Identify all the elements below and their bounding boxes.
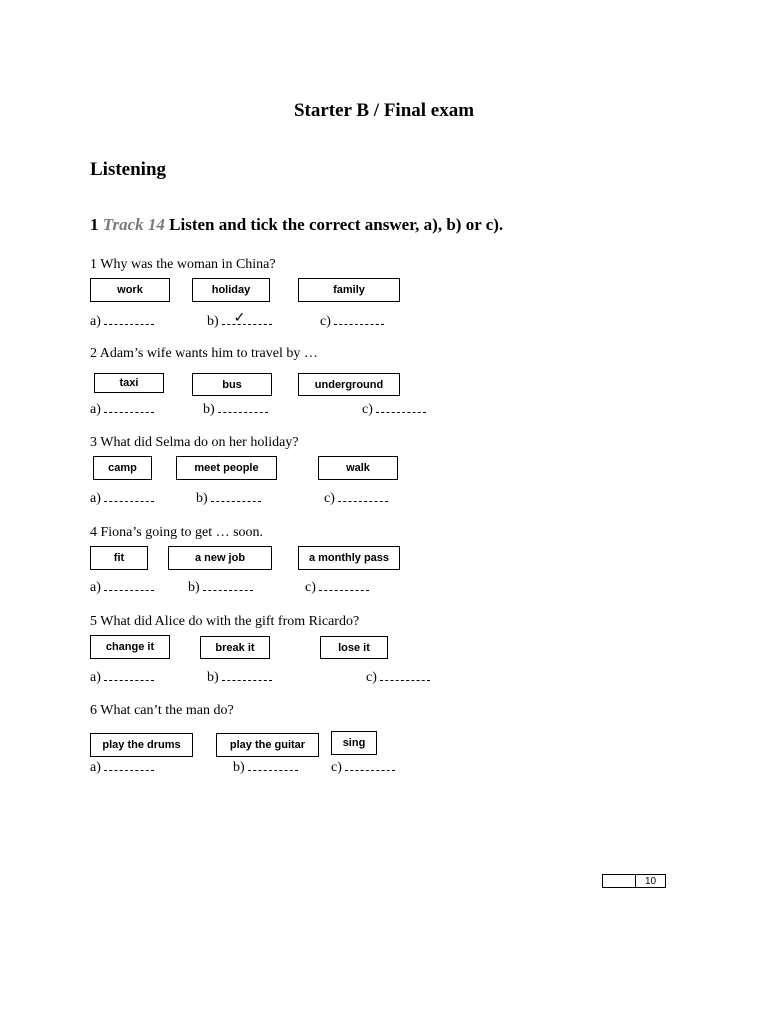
answer-label: a)	[90, 670, 101, 685]
answer-blank[interactable]	[222, 312, 272, 325]
answer-blank[interactable]	[319, 578, 369, 591]
answer-label: b)	[233, 760, 245, 775]
answer-label: a)	[90, 760, 101, 775]
answer-label: a)	[90, 314, 101, 329]
section-heading: Listening	[90, 159, 167, 180]
answer-blank[interactable]	[376, 400, 426, 413]
answer-label: c)	[366, 670, 377, 685]
answer-label: c)	[331, 760, 342, 775]
q3-answer-a[interactable]	[90, 489, 154, 507]
answer-label: a)	[90, 580, 101, 595]
answer-label: b)	[196, 491, 208, 506]
q6-answer-b[interactable]	[233, 758, 298, 776]
track-label: Track 14	[102, 215, 165, 234]
q6-answer-c[interactable]	[331, 758, 395, 776]
q2-answer-c[interactable]	[362, 400, 426, 418]
q4-answer-a[interactable]	[90, 578, 154, 596]
answer-blank[interactable]	[104, 668, 154, 681]
answer-blank[interactable]	[338, 489, 388, 502]
answer-blank[interactable]	[248, 758, 298, 771]
answer-blank[interactable]	[380, 668, 430, 681]
q1-option-c: family	[298, 278, 400, 302]
q4-option-b: a new job	[168, 546, 272, 570]
q6-option-c: sing	[331, 731, 377, 755]
q6-option-a: play the drums	[90, 733, 193, 757]
answer-blank[interactable]	[211, 489, 261, 502]
answer-blank[interactable]	[104, 312, 154, 325]
q6-option-b: play the guitar	[216, 733, 319, 757]
q1-option-b: holiday	[192, 278, 270, 302]
question-5: 5 What did Alice do with the gift from Ricardo?	[90, 614, 360, 629]
answer-blank[interactable]	[345, 758, 395, 771]
answer-blank[interactable]	[104, 400, 154, 413]
q5-answer-b[interactable]	[207, 668, 272, 686]
q5-option-c: lose it	[320, 636, 388, 659]
exercise-number: 1	[90, 215, 99, 234]
instruction-text: Listen and tick the correct answer, a), b) or c).	[169, 215, 504, 234]
q5-option-a: change it	[90, 635, 170, 659]
q5-answer-c[interactable]	[366, 668, 430, 686]
q1-answer-a[interactable]	[90, 312, 154, 330]
answer-blank[interactable]	[104, 758, 154, 771]
answer-blank[interactable]	[104, 489, 154, 502]
q3-answer-c[interactable]	[324, 489, 388, 507]
q3-option-a: camp	[93, 456, 152, 480]
question-3: 3 What did Selma do on her holiday?	[90, 435, 299, 450]
answer-label: b)	[207, 670, 219, 685]
q6-answer-a[interactable]	[90, 758, 154, 776]
exercise-instruction	[90, 215, 503, 235]
answer-label: c)	[305, 580, 316, 595]
answer-label: c)	[324, 491, 335, 506]
q5-answer-a[interactable]	[90, 668, 154, 686]
q1-answer-c[interactable]	[320, 312, 384, 330]
q2-option-c: underground	[298, 373, 400, 396]
score-box	[602, 874, 666, 888]
question-1: 1 Why was the woman in China?	[90, 257, 276, 272]
question-6: 6 What can’t the man do?	[90, 703, 234, 718]
score-input[interactable]	[603, 875, 636, 887]
answer-blank[interactable]	[334, 312, 384, 325]
question-2: 2 Adam’s wife wants him to travel by …	[90, 346, 318, 361]
q2-option-a: taxi	[94, 373, 164, 393]
answer-blank[interactable]	[218, 400, 268, 413]
q3-option-c: walk	[318, 456, 398, 480]
answer-blank[interactable]	[104, 578, 154, 591]
answer-blank[interactable]	[203, 578, 253, 591]
q1-answer-b[interactable]	[207, 312, 272, 330]
q2-answer-b[interactable]	[203, 400, 268, 418]
q4-option-c: a monthly pass	[298, 546, 400, 570]
answer-label: b)	[203, 402, 215, 417]
answer-blank[interactable]	[222, 668, 272, 681]
q1-option-a: work	[90, 278, 170, 302]
q2-answer-a[interactable]	[90, 400, 154, 418]
q5-option-b: break it	[200, 636, 270, 659]
score-max: 10	[644, 875, 657, 887]
q4-answer-c[interactable]	[305, 578, 369, 596]
answer-label: a)	[90, 402, 101, 417]
answer-label: c)	[320, 314, 331, 329]
tick-icon: ✓	[233, 310, 246, 326]
q2-option-b: bus	[192, 373, 272, 396]
answer-label: b)	[207, 314, 219, 329]
answer-label: a)	[90, 491, 101, 506]
q3-answer-b[interactable]	[196, 489, 261, 507]
question-4: 4 Fiona’s going to get … soon.	[90, 525, 264, 540]
answer-label: c)	[362, 402, 373, 417]
q4-option-a: fit	[90, 546, 148, 570]
q4-answer-b[interactable]	[188, 578, 253, 596]
q3-option-b: meet people	[176, 456, 277, 480]
answer-label: b)	[188, 580, 200, 595]
page-title: Starter B / Final exam	[293, 100, 475, 121]
